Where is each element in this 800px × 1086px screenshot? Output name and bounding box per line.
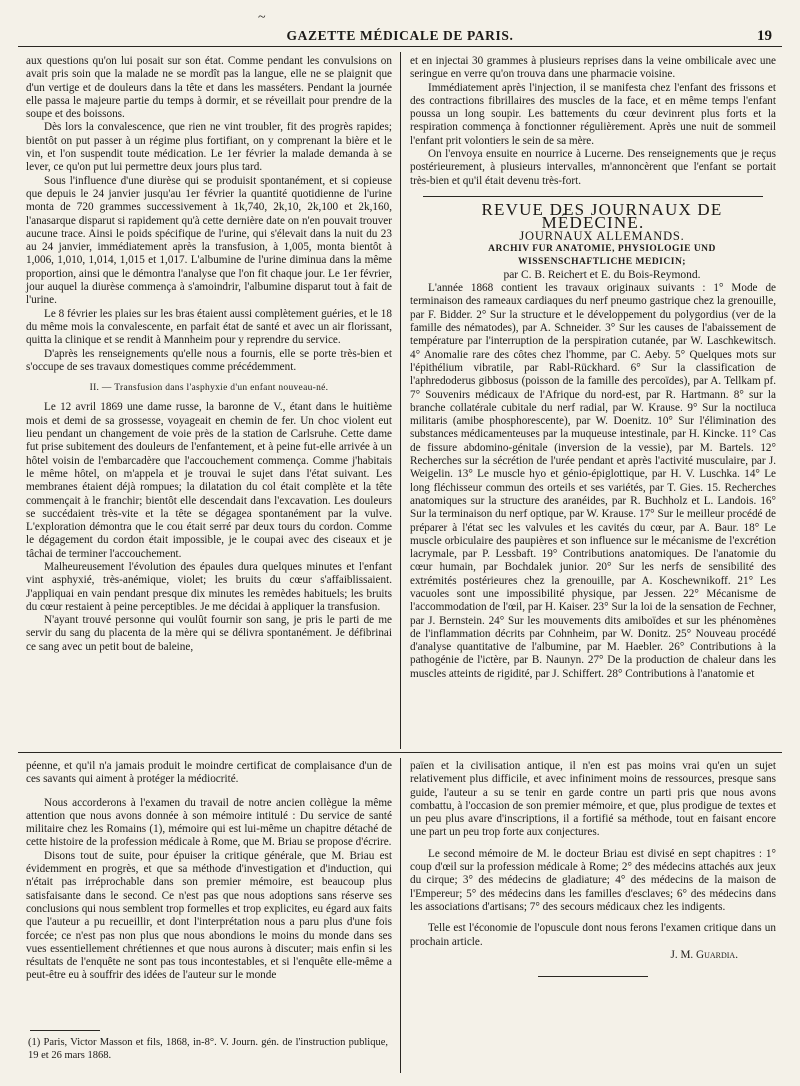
end-rule <box>538 976 648 977</box>
paragraph: Immédiatement après l'injection, il se manifesta chez l'enfant des frissons et des contractions fibrillaires des muscles de la face, et en même temps l'enfant poussa un long soupir. Les battements du cœur devinrent plus forts et la respiration commença à fonctionner régulièrement. Après une nuit de sommeil l'enfant prit volontiers le sein de sa mère. <box>410 81 776 147</box>
mid-page-rule <box>18 752 782 753</box>
page-number: 19 <box>757 28 772 44</box>
paragraph: Le second mémoire de M. le docteur Briau est divisé en sept chapitres : 1° coup d'œil sur la profession médicale à Rome; 2° des médecins attachés aux jeux du cirque; 3° des médecins de gladiature; 4° des médecins de la maison de l'Empereur; 5° des médecins dans les familles d'esclaves; 6° des médecins dans les associations d'artisans; 7° des secours médicaux chez les indigents. <box>410 847 776 913</box>
bottom-left-column <box>26 760 392 983</box>
paragraph: Sous l'influence d'une diurèse qui se produisit spontanément, et si copieuse que depuis le 24 janvier jusqu'au 1er février la quantité quotidienne de l'urine monta de 720 grammes successivement à 1k,740, 2k,10, 2k,100 et 2k,160, l'anasarque disparut si rapidement qu'à cette dernière date on n'en pouvait trouver aucune trace. Ainsi le poids spécifique de l'urine, qui s'élevait dans la nuit du 23 au 24 janvier, immédiatement après la transfusion, à 1,005, monta bientôt à 1,006, 1,010, 1,014, 1,015 et 1,017. L'albumine de l'urine diminua dans la même proportion, ainsi que le démontra l'analyse que l'on fit chaque jour. Le 1er février, jour auquel la diurèse commença à s'amoindrir, l'albumine disparut tout à fait de l'urine. <box>26 174 392 307</box>
header-flourish: ~ <box>258 10 266 25</box>
paragraph: Dès lors la convalescence, que rien ne vint troubler, fit des progrès rapides; bientôt on put passer à un régime plus fortifiant, on y comprenant la bière et le vin, et l'on suspendit toute médication. Le 1er février la malade demanda à se lever, ce qu'on put lui permettre deux jours plus tard. <box>26 121 392 174</box>
journal-title: GAZETTE MÉDICALE DE PARIS. <box>286 28 514 43</box>
paragraph: Le 12 avril 1869 une dame russe, la baronne de V., étant dans le huitième mois et demi de sa grossesse, voyageait en chemin de fer. Un choc violent eut lieu pendant un changement de voie près de la station de Carlsruhe. Cette dame fut prise subitement des douleurs de l'enfantement, et à peine fut-elle arrivée à un hôtel voisin de l'embarcadère que l'accouchement commença. Comme j'habitais le même hôtel, on m'appela et je trouvai le sujet dans l'état suivant. Les membranes étaient déjà rompues; la dilatation du col était complète et la tête commençait à le franchir; bientôt elle descendait dans l'excavation. Les douleurs se succédaient très-vite et la tête se dégagea spontanément par la vulve. L'exploration démontra que le cou était serré par deux tours du cordon. Comme le dégagement du cordon était impossible, je le coupai avec des ciseaux et je tâchai de terminer l'accouchement. <box>26 401 392 560</box>
paragraph: Malheureusement l'évolution des épaules dura quelques minutes et l'enfant vint asphyxié, très-anémique, violet; les bruits du cœur s'affaiblissaient. J'appliquai en vain pendant presque dix minutes les remèdes habituels; les bruits du cœur restaient à peine perceptibles. Je me décidai à appliquer la transfusion. <box>26 560 392 613</box>
top-right-column <box>410 55 776 681</box>
header-rule <box>18 46 782 47</box>
section-rule <box>423 196 763 197</box>
paragraph: Le 8 février les plaies sur les bras étaient aussi complètement guéries, et le 18 du même mois la convalescente, en parfait état de santé et avec un air florissant, quitta la clinique et se rendit à Mannheim pour y reprendre du service. <box>26 307 392 347</box>
review-subtitle: JOURNAUX ALLEMANDS. <box>519 228 685 243</box>
archiv-editors: par C. B. Reichert et E. du Bois-Reymond. <box>503 268 701 281</box>
archiv-title-line2: WISSENSCHAFTLICHE MEDICIN; <box>518 256 686 267</box>
review-title: REVUE DES JOURNAUX DE MÉDECINE. <box>481 199 723 233</box>
paragraph: Disons tout de suite, pour épuiser la critique générale, que M. Briau est évidemment en progrès, et que sa méthode d'investigation et d'induction, qui n'était pas irréprochable dans son premier mémoire, est beaucoup plus satisfaisante dans le second. Ce n'est pas que nous adoptions sans réserve ses conclusions qui nous semblent trop formelles et trop explicites, eu égard aux faits que l'auteur a pu recueillir, et dont l'interprétation nous a paru plus d'une fois forcée; ce n'est pas non plus que nous abondions le moins du monde dans ses vues essentiellement chrétiennes et que nous aurons à discuter; mais enfin si les résultats de l'enquête ne sont pas tous incontestables, et si l'enquête elle-même a peut-être eu à souffrir des idées de l'auteur sur le monde <box>26 849 392 982</box>
archiv-title-line1: ARCHIV FUR ANATOMIE, PHYSIOLOGIE UND <box>488 243 716 254</box>
review-paragraph: L'année 1868 contient les travaux originaux suivants : 1° Mode de terminaison des rameaux cardiaques du nerf pneumo gastrique chez la grenouille, par F. Bidder. 2° Sur la structure et le développement du polygordius (ver de la famille des nématodes), par A. Schneider. 3° Sur les causes de l'abaissement de température par l'interruption de la perspiration cutanée, par W. Laschkewitsch. 4° Anomalie rare des côtes chez l'homme, par C. Aeby. 5° Quelques mots sur l'épithélium vibratile, par Rabl-Rückhard. 6° Sur la classification de l'aphredoderus gibbosus (poisson de la famille des percoïdes), par A. Tellkam pf. 7° Souvenirs médicaux de l'Afrique du nord-est, par R. Hartmann. 8° sur la branche collatérale cubitale du nerf radial, par W. Krause. 9° Sur la noctiluca militaris (amibe phosphorescente), par W. Doenitz. 10° Sur l'élimination des substances médicamenteuses par la muqueuse intestinale, par H. Kincke. 11° Cas de fissure abdomino-génitale (inversion de la vessie), par M. Bartels. 12° Recherches sur la sécrétion de l'urée pendant et après l'activité musculaire, par J. Weigelin. 13° Le muscle hyo et génio-épiglottique, par H. V. Luschka. 14° Le long fléchisseur commun des orteils et ses variétés, par T. Gies. 15. Recherches anatomiques sur la structure des aranéides, par R. Buchholz et L. Landois. 16° Sur la terminaison du nerf optique, par W. Krause. 17° Sur le meilleur procédé de préparer à l'état sec les valvules et les cavités du cœur, par A. Baur. 18° Le muscle orbiculaire des paupières et son influence sur le mécanisme de l'excrétion lacrymale, par P. Lessbaft. 19° Contributions anatomiques. De l'anatomie du cœur humain, par Bochdalek junior. 20° Sur les nerfs de sensibilité des extrémités postérieures chez la grenouille, par A. Koschewnikoff. 21° Les vacuoles sont une impossibilité physique, par Jessen. 22° Mécanisme de l'accommodation de l'œil, par H. Kaiser. 23° Sur la loi de la sensation de Fechner, par J. Bernstein. 24° Sur les mouvements dits amiboïdes et sur les phénomènes de l'inflammation décrits par Cohnheim, par W. Donitz. 25° Nouveau procédé d'analyse quantitative de l'albumine, par M. Haebler. 26° Contributions à la pathogénie de l'ictère, par B. Naunyn. 27° De la production de chaleur dans les muscles atteints de rigidité, par J. Schiffert. 28° Contributions à l'anatomie et <box>410 282 776 680</box>
signature: J. M. Guardia. <box>670 948 738 961</box>
section-heading: II. — Transfusion dans l'asphyxie d'un enfant nouveau-né. <box>89 383 329 394</box>
paragraph: Nous accorderons à l'examen du travail de notre ancien collègue la même attention que nous avons donnée à son mémoire intitulé : Du service de santé militaire chez les Romains (1), mémoire qui est lui-même un chapitre détaché de cette histoire de la profession médicale à Rome, que M. Briau se propose d'écrire. <box>26 796 392 849</box>
paragraph: péenne, et qu'il n'a jamais produit le moindre certificat de complaisance d'un de ces savants qui aiment à protéger la médiocrité. <box>26 760 392 786</box>
column-divider-bottom <box>400 758 401 1073</box>
bottom-right-column <box>410 760 776 977</box>
paragraph: païen et la civilisation antique, il n'en est pas moins vrai qu'en un sujet relativement plus difficile, et avec infiniment moins de ressources, presque sans guide, l'auteur a su se tenir en garde contre un parti pris que nous avons combattu, à l'occasion de son premier mémoire, et que, plus prodigue de textes et un peu plus avare d'inscriptions, il a fortifié sa méthode, tout en faisant encore une part un peu trop forte aux conjectures. <box>410 760 776 839</box>
paragraph: Telle est l'économie de l'opuscule dont nous ferons l'examen critique dans un prochain article. <box>410 922 776 948</box>
paragraph: et en injectai 30 grammes à plusieurs reprises dans la veine ombilicale avec une seringue en verre qu'on trouva dans une pharmacie voisine. <box>410 55 776 81</box>
top-left-column <box>26 55 392 654</box>
paragraph: aux questions qu'on lui posait sur son état. Comme pendant les convulsions on avait pris soin que la malade ne se mordît pas la langue, elle ne se plaignit que d'un vertige et de douleurs dans la tête et dans les masséters. Pendant la journée elle passa le majeure partie du temps à dormir, et se réveillait pour prendre de la soupe et des boissons. <box>26 55 392 121</box>
footnote: (1) Paris, Victor Masson et fils, 1868, in-8°. V. Journ. gén. de l'instruction publique, 19 et 26 mars 1868. <box>28 1037 388 1061</box>
footnote-rule <box>30 1030 100 1031</box>
page-header <box>18 10 782 44</box>
paragraph: D'après les renseignements qu'elle nous a fournis, elle se porte très-bien et s'occupe de ses travaux domestiques comme précédemment. <box>26 347 392 373</box>
paragraph: N'ayant trouvé personne qui voulût fournir son sang, je pris le parti de me servir du sang du placenta de la mère qui se délivra spontanément. Je défibrinai ce sang avec un petit bout de baleine, <box>26 614 392 653</box>
paragraph: On l'envoya ensuite en nourrice à Lucerne. Des renseignements que je reçus postérieurement, à plusieurs intervalles, m'annoncèrent que l'enfant se portait très-bien et qu'il était devenu très-fort. <box>410 148 776 187</box>
column-divider-top <box>400 52 401 749</box>
